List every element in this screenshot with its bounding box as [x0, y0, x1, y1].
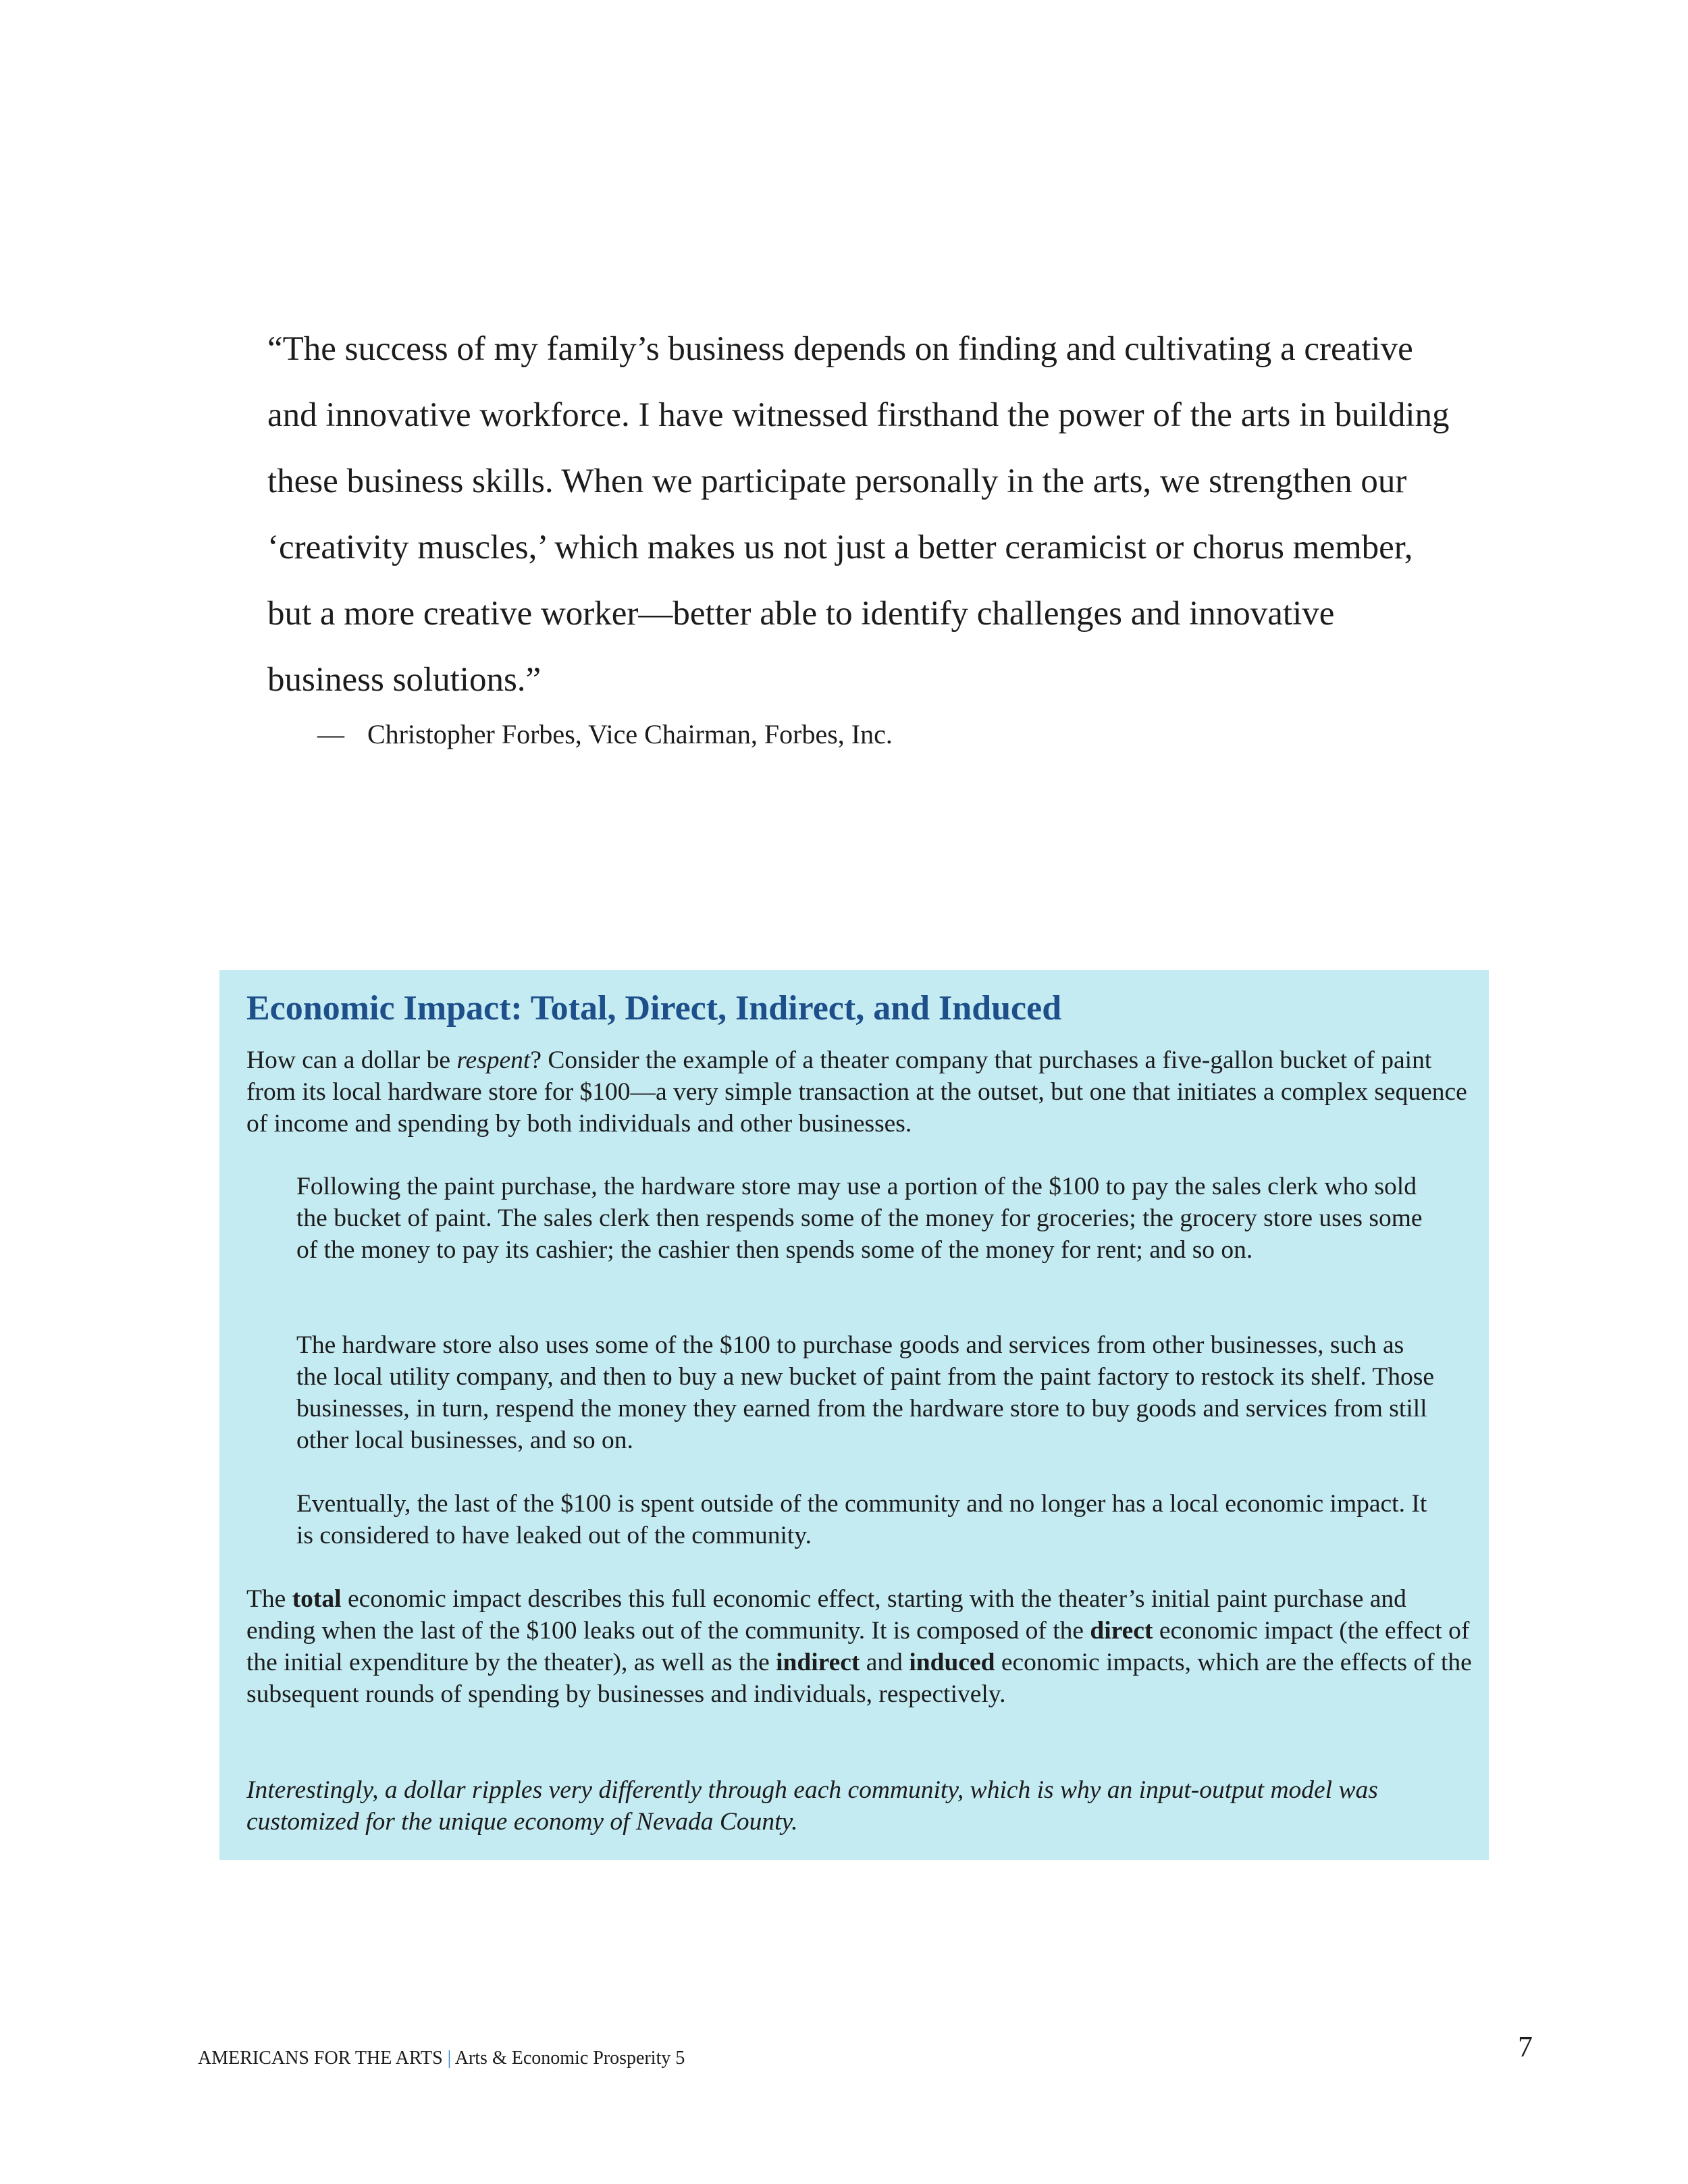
attribution-dash: — [317, 719, 344, 749]
term-indirect: indirect [776, 1649, 860, 1676]
intro-italic-respent: respent [456, 1046, 531, 1074]
economic-impact-sidebar [219, 970, 1489, 1860]
sidebar-title: Economic Impact: Total, Direct, Indirect, and Induced [246, 989, 1062, 1028]
footer-org: AMERICANS FOR THE ARTS [198, 2048, 443, 2069]
sidebar-closing-note: Interestingly, a dollar ripples very differently through each community, which is why an input-output model was customized for the unique economy of Nevada County. [246, 1776, 1378, 1836]
sidebar-paragraph-definitions [246, 1583, 1475, 1710]
term-total: total [292, 1585, 342, 1613]
page-footer [198, 2045, 685, 2072]
sidebar-paragraph-leakage: Eventually, the last of the $100 is spent outside of the community and no longer has a local economic impact. It is considered to have leaked out of the community. [296, 1490, 1427, 1549]
definitions-text-d: and [860, 1649, 909, 1676]
quote-attribution [317, 718, 893, 751]
intro-text-start: How can a dollar be [246, 1046, 457, 1074]
sidebar-paragraph-hardware-store: The hardware store also uses some of the $100 to purchase goods and services from other businesses, such as the local utility company, and then to buy a new bucket of paint from the paint factory to restock its shelf. Those businesses, in turn, respend the money they earned from the hardware store to buy goods and services from still other local businesses, and so on. [296, 1331, 1434, 1454]
intro-text-end: ? Consider the example of a theater company that purchases a five-gallon bucket of paint from its local hardware store for $100—a very simple transaction at the outset, but one that initiates a complex sequence of income and spending by both individuals and other businesses. [246, 1046, 1467, 1138]
page-number: 7 [1518, 2030, 1533, 2063]
pull-quote: “The success of my family’s business depends on finding and cultivating a creative and innovative workforce. I have witnessed firsthand the power of the arts in building these business skills. When we participate personally in the arts, we strengthen our ‘creativity muscles,’ which makes us not just a better ceramicist or chorus member, but a more creative worker—better able to identify challenges and innovative business solutions.” [267, 330, 1450, 699]
definitions-text-c: economic impact (the effect of the initial expenditure by the theater), as well as the [246, 1617, 1470, 1676]
definitions-text-e: economic impacts, which are the effects of the subsequent rounds of spending by businesses and individuals, respectively. [246, 1649, 1472, 1708]
definitions-text-a: The [246, 1585, 292, 1613]
term-induced: induced [909, 1649, 995, 1676]
term-direct: direct [1090, 1617, 1153, 1645]
footer-publication: Arts & Economic Prosperity 5 [454, 2048, 685, 2069]
attribution-text: Christopher Forbes, Vice Chairman, Forbes, Inc. [367, 719, 893, 749]
definitions-text-b: economic impact describes this full economic effect, starting with the theater’s initial paint purchase and ending when the last of the $100 leaks out of the community. It is composed of the [246, 1585, 1406, 1645]
footer-separator: | [447, 2048, 452, 2069]
sidebar-paragraph-paint-purchase: Following the paint purchase, the hardware store may use a portion of the $100 to pay the sales clerk who sold the bucket of paint. The sales clerk then respends some of the money for groceries; the grocery store uses some of the money to pay its cashier; the cashier then spends some of the money for rent; and so on. [296, 1173, 1423, 1264]
sidebar-intro-paragraph [246, 1044, 1475, 1140]
